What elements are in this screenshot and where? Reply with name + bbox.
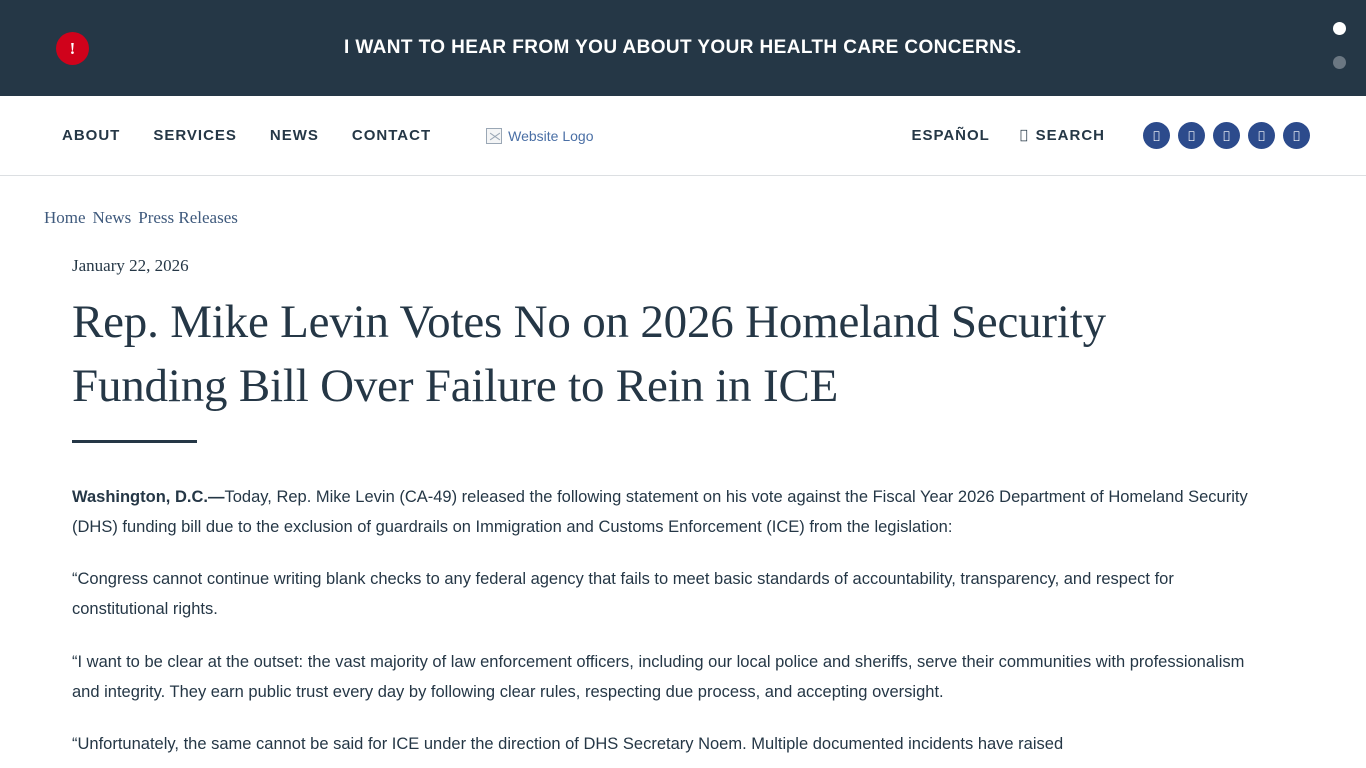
alert-banner bbox=[0, 0, 1366, 96]
article-body bbox=[72, 482, 1270, 759]
article-paragraph-1-text: Today, Rep. Mike Levin (CA-49) released the following statement on his vote against the Fiscal Year 2026 Department of Homeland Security (DHS) funding bill due to the exclusion of guardrails on Immigration and Customs Enforcement (ICE) from the legislation: bbox=[72, 487, 1248, 536]
breadcrumb bbox=[44, 176, 1270, 228]
site-logo-alt-text: Website Logo bbox=[508, 127, 594, 144]
article-paragraph-3: “I want to be clear at the outset: the vast majority of law enforcement officers, including our local police and sheriffs, serve their communities with professionalism and integrity. They earn public trust every day by following clear rules, respecting due process, and accepting oversight. bbox=[72, 652, 1245, 701]
page-content bbox=[0, 176, 1366, 759]
alert-message: I WANT TO HEAR FROM YOU ABOUT YOUR HEALTH CARE CONCERNS. bbox=[344, 37, 1022, 58]
site-logo[interactable] bbox=[486, 128, 593, 144]
nav-item-services[interactable]: SERVICES bbox=[153, 127, 237, 144]
search-icon bbox=[1020, 128, 1029, 143]
alert-carousel-dots[interactable] bbox=[1333, 22, 1346, 69]
search-label: SEARCH bbox=[1035, 127, 1105, 144]
facebook-icon[interactable] bbox=[1143, 122, 1170, 149]
nav-item-contact[interactable]: CONTACT bbox=[351, 127, 432, 144]
article-paragraph-2: “Congress cannot continue writing blank checks to any federal agency that fails to meet basic standards of accountability, transparency, and respect for constitutional rights. bbox=[72, 570, 1174, 619]
nav-item-news[interactable]: NEWS bbox=[269, 127, 319, 144]
page-title: Rep. Mike Levin Votes No on 2026 Homeland Security Funding Bill Over Failure to Rein in ICE bbox=[72, 296, 1106, 413]
youtube-icon[interactable] bbox=[1248, 122, 1275, 149]
article-paragraph-1 bbox=[72, 482, 1270, 542]
social-links bbox=[1143, 122, 1310, 149]
main-navigation bbox=[0, 96, 1366, 176]
search-button[interactable] bbox=[1020, 127, 1105, 144]
nav-link-group bbox=[62, 127, 431, 144]
breadcrumb-item-news[interactable]: News bbox=[92, 208, 132, 227]
instagram-icon[interactable] bbox=[1213, 122, 1240, 149]
flickr-icon[interactable] bbox=[1283, 122, 1310, 149]
carousel-dot-2[interactable] bbox=[1333, 56, 1346, 69]
language-toggle-espanol[interactable]: ESPAÑOL bbox=[911, 127, 990, 144]
nav-utility-group bbox=[911, 122, 1310, 149]
twitter-icon[interactable] bbox=[1178, 122, 1205, 149]
breadcrumb-item-home[interactable]: Home bbox=[44, 208, 86, 227]
article-paragraph-4: “Unfortunately, the same cannot be said for ICE under the direction of DHS Secretary Noem. Multiple documented incidents have raised bbox=[72, 734, 1064, 753]
title-underline-rule bbox=[72, 440, 197, 443]
carousel-dot-1[interactable] bbox=[1333, 22, 1346, 35]
nav-item-about[interactable]: ABOUT bbox=[62, 127, 121, 144]
broken-image-icon bbox=[486, 128, 502, 144]
alert-exclamation-icon: ! bbox=[56, 32, 89, 65]
breadcrumb-item-press-releases[interactable]: Press Releases bbox=[138, 208, 238, 227]
article-dateline: Washington, D.C.— bbox=[72, 487, 225, 506]
article-date: January 22, 2026 bbox=[72, 256, 189, 275]
